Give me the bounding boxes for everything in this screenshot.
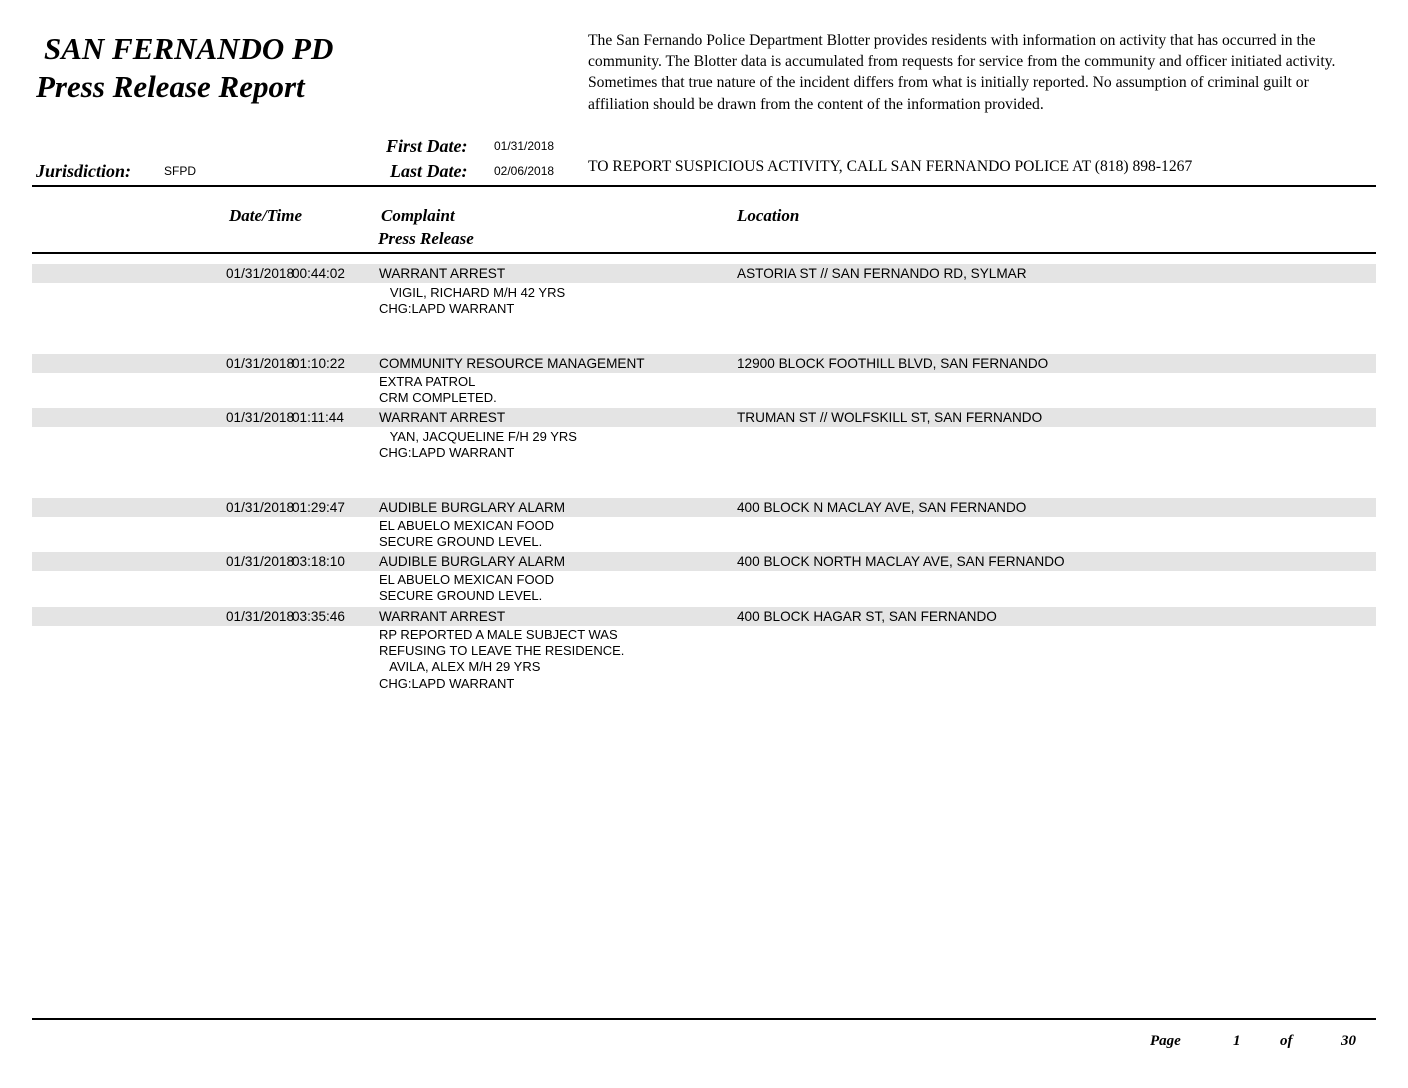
entry-time: 03:18:10 — [292, 554, 345, 569]
entry-detail-line: CHG:LAPD WARRANT — [379, 301, 515, 316]
page-number: 1 — [1233, 1033, 1241, 1049]
entry-location: 400 BLOCK HAGAR ST, SAN FERNANDO — [737, 609, 997, 624]
entry-location: 12900 BLOCK FOOTHILL BLVD, SAN FERNANDO — [737, 356, 1049, 371]
entry-complaint: AUDIBLE BURGLARY ALARM — [379, 500, 566, 515]
intro-paragraph: The San Fernando Police Department Blotter provides residents with information on activity that has occurred in the community. The Blotter data is accumulated from requests for service from the community and officer initiated activity. Sometimes that true nature of the incident differs from what is initially reported. No assumption of criminal guilt or affiliation should be drawn from the content of the information provided. — [588, 32, 1336, 113]
entry-time: 01:29:47 — [292, 500, 345, 515]
entry-location: 400 BLOCK NORTH MACLAY AVE, SAN FERNANDO — [737, 554, 1065, 569]
jurisdiction-value: SFPD — [164, 164, 197, 178]
col-datetime: Date/Time — [229, 206, 303, 225]
report-title: Press Release Report — [36, 69, 305, 104]
entry-date: 01/31/2018 — [226, 554, 295, 569]
first-date-value: 01/31/2018 — [494, 139, 555, 153]
entry-complaint: COMMUNITY RESOURCE MANAGEMENT — [379, 356, 645, 371]
entry-detail-line: SECURE GROUND LEVEL. — [379, 588, 543, 603]
agency-name: SAN FERNANDO PD — [44, 31, 334, 66]
col-complaint: Complaint — [381, 206, 455, 225]
entry-detail-line: REFUSING TO LEAVE THE RESIDENCE. — [379, 643, 625, 658]
entry-detail-line: EL ABUELO MEXICAN FOOD — [379, 518, 555, 533]
entry-complaint: WARRANT ARREST — [379, 410, 506, 425]
jurisdiction-label: Jurisdiction: — [36, 161, 132, 181]
entry-detail-line: CHG:LAPD WARRANT — [379, 676, 515, 691]
entry-location: TRUMAN ST // WOLFSKILL ST, SAN FERNANDO — [737, 410, 1043, 425]
page-label: Page — [1150, 1033, 1181, 1049]
entry-detail-line: YAN, JACQUELINE F/H 29 YRS — [379, 429, 577, 444]
entry-time: 03:35:46 — [292, 609, 345, 624]
entry-detail-line: EL ABUELO MEXICAN FOOD — [379, 572, 555, 587]
last-date-value: 02/06/2018 — [494, 164, 555, 178]
last-date-label: Last Date: — [390, 161, 468, 181]
entry-detail-line: SECURE GROUND LEVEL. — [379, 534, 543, 549]
entry-detail-line: RP REPORTED A MALE SUBJECT WAS — [379, 627, 618, 642]
entry-date: 01/31/2018 — [226, 410, 295, 425]
footer-rule — [32, 1018, 1376, 1020]
entry-location: ASTORIA ST // SAN FERNANDO RD, SYLMAR — [737, 266, 1027, 281]
entry-time: 00:44:02 — [292, 266, 345, 281]
entry-detail-line: CHG:LAPD WARRANT — [379, 445, 515, 460]
entry-detail-line: EXTRA PATROL — [379, 374, 476, 389]
entry-detail-line: AVILA, ALEX M/H 29 YRS — [379, 659, 541, 674]
entry-complaint: AUDIBLE BURGLARY ALARM — [379, 554, 566, 569]
entry-detail-line: VIGIL, RICHARD M/H 42 YRS — [379, 285, 566, 300]
total-pages: 30 — [1341, 1033, 1356, 1049]
entry-date: 01/31/2018 — [226, 500, 295, 515]
report-activity-line: TO REPORT SUSPICIOUS ACTIVITY, CALL SAN FERNANDO POLICE AT (818) 898-1267 — [588, 158, 1193, 175]
header-rule — [32, 185, 1376, 187]
col-press-release: Press Release — [378, 229, 474, 248]
entry-complaint: WARRANT ARREST — [379, 266, 506, 281]
entry-time: 01:10:22 — [292, 356, 345, 371]
of-label: of — [1280, 1033, 1293, 1049]
entry-date: 01/31/2018 — [226, 609, 295, 624]
entry-complaint: WARRANT ARREST — [379, 609, 506, 624]
entry-detail-line: CRM COMPLETED. — [379, 390, 497, 405]
entry-time: 01:11:44 — [292, 410, 344, 425]
columns-rule — [32, 252, 1376, 254]
entry-location: 400 BLOCK N MACLAY AVE, SAN FERNANDO — [737, 500, 1027, 515]
col-location: Location — [737, 206, 800, 225]
entry-date: 01/31/2018 — [226, 266, 295, 281]
first-date-label: First Date: — [386, 136, 468, 156]
entry-date: 01/31/2018 — [226, 356, 295, 371]
